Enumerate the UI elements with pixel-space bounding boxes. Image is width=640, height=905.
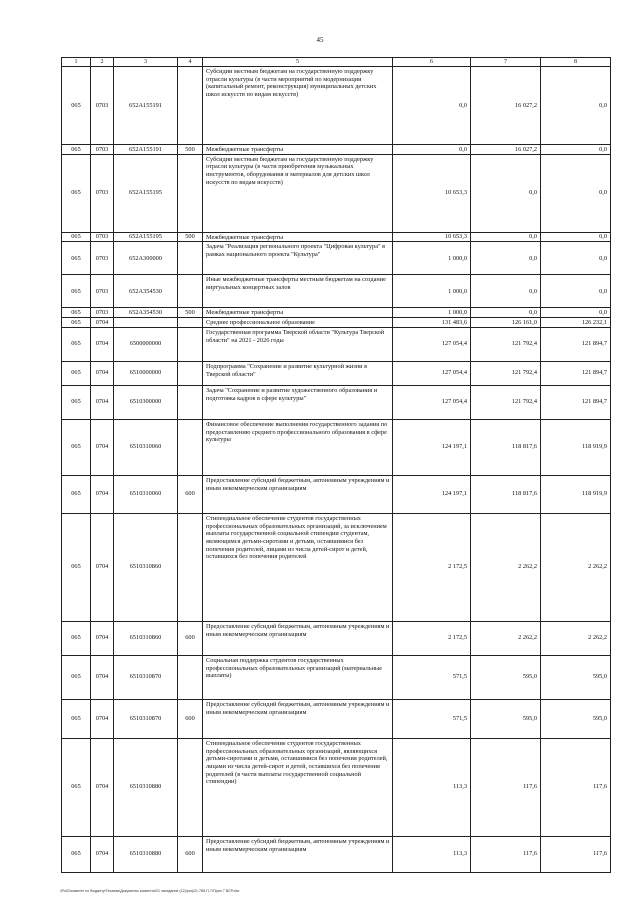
amount-year2-cell: 121 792,4	[471, 385, 541, 419]
amount-year1-cell: 124 197,1	[393, 475, 471, 513]
description-cell: Предоставление субсидий бюджетным, автономным учреждениям и иным некоммерческим организациям	[203, 836, 393, 872]
expense-type-cell	[178, 419, 203, 475]
target-article-cell: 652А155191	[114, 145, 178, 155]
amount-year2-cell: 595,0	[471, 699, 541, 738]
amount-year1-cell: 0,0	[393, 145, 471, 155]
table-row	[62, 318, 611, 328]
file-path-footer: \\Fs02\комитет по бюджету\Тесаева\Документы комитета\21 заседание (12)\proj\21-785-П-7\Прил 7 ВСР.xlsx	[60, 889, 240, 893]
description-cell: Подпрограмма "Сохранение и развитие культурной жизни в Тверской области"	[203, 361, 393, 385]
amount-year3-cell: 121 894,7	[541, 361, 611, 385]
amount-year2-cell: 118 817,6	[471, 475, 541, 513]
amount-year2-cell: 121 792,4	[471, 361, 541, 385]
description-cell: Предоставление субсидий бюджетным, автономным учреждениям и иным некоммерческим организациям	[203, 699, 393, 738]
amount-year2-cell: 595,0	[471, 655, 541, 699]
expense-type-cell	[178, 655, 203, 699]
description-cell: Стипендиальное обеспечение студентов государственных профессиональных образовательных организаций, за исключением выплаты государственной социальной стипендии студентам, являющимся детьми-сиротами и детьми, оставшимися без попечения родителей, лицами из числа детей-сирот и детей, оставшихся без попечения родителей	[203, 513, 393, 621]
amount-year1-cell: 124 197,1	[393, 419, 471, 475]
table-row	[62, 327, 611, 361]
header-col-7: 7	[471, 58, 541, 67]
amount-year3-cell: 2 262,2	[541, 621, 611, 655]
description-cell: Социальная поддержка студентов государственных профессиональных образовательных организаций (материальные выплаты)	[203, 655, 393, 699]
description-cell: Предоставление субсидий бюджетным, автономным учреждениям и иным некоммерческим организациям	[203, 621, 393, 655]
target-article-cell: 6510310880	[114, 836, 178, 872]
target-article-cell: 6510310870	[114, 655, 178, 699]
description-cell: Задача "Реализация регионального проекта "Цифровая культура" в рамках национального проекта "Культура"	[203, 242, 393, 275]
description-cell: Стипендиальное обеспечение студентов государственных профессиональных образовательных организаций, являющихся детьми-сиротами и детьми, оставшимися без попечения родителей, лицами из числа детей-сирот и детей, оставшихся без попечения родителей (в части выплаты государственной социальной стипендии)	[203, 738, 393, 836]
amount-year1-cell: 113,3	[393, 738, 471, 836]
expense-type-cell	[178, 361, 203, 385]
description-cell: Среднее профессиональное образование	[203, 318, 393, 328]
table-row	[62, 385, 611, 419]
amount-year1-cell: 10 653,3	[393, 232, 471, 242]
amount-year3-cell: 0,0	[541, 308, 611, 318]
admin-code-cell: 065	[62, 836, 91, 872]
section-code-cell: 0704	[91, 836, 114, 872]
section-code-cell: 0704	[91, 699, 114, 738]
admin-code-cell: 065	[62, 513, 91, 621]
target-article-cell	[114, 318, 178, 328]
description-cell: Предоставление субсидий бюджетным, автономным учреждениям и иным некоммерческим организациям	[203, 475, 393, 513]
budget-table	[61, 57, 611, 873]
table-row	[62, 655, 611, 699]
section-code-cell: 0704	[91, 655, 114, 699]
section-code-cell: 0703	[91, 232, 114, 242]
description-cell: Задача "Сохранение и развитие художественного образования и подготовка кадров в сфере культуры"	[203, 385, 393, 419]
amount-year3-cell: 117,6	[541, 836, 611, 872]
expense-type-cell	[178, 275, 203, 308]
table-row	[62, 67, 611, 145]
amount-year3-cell: 121 894,7	[541, 385, 611, 419]
amount-year1-cell: 571,5	[393, 655, 471, 699]
target-article-cell: 652А300000	[114, 242, 178, 275]
table-row	[62, 145, 611, 155]
header-col-4: 4	[178, 58, 203, 67]
amount-year3-cell: 0,0	[541, 154, 611, 232]
table-row	[62, 242, 611, 275]
header-col-2: 2	[91, 58, 114, 67]
description-cell: Государственная программа Тверской области "Культура Тверской области" на 2021 - 2026 годы	[203, 327, 393, 361]
table-row	[62, 419, 611, 475]
target-article-cell: 6510310880	[114, 738, 178, 836]
description-cell: Финансовое обеспечение выполнения государственного задания по предоставлению среднего профессионального образования в сфере культуры	[203, 419, 393, 475]
amount-year3-cell: 595,0	[541, 655, 611, 699]
target-article-cell: 652А155195	[114, 232, 178, 242]
amount-year3-cell: 117,6	[541, 738, 611, 836]
table-row	[62, 513, 611, 621]
amount-year2-cell: 2 262,2	[471, 513, 541, 621]
description-cell: Субсидии местным бюджетам на государственную поддержку отрасли культуры (в части приобретения музыкальных инструментов, оборудования и материалов для детских школ искусств по видам искусств)	[203, 154, 393, 232]
amount-year2-cell: 126 161,0	[471, 318, 541, 328]
expense-type-cell	[178, 242, 203, 275]
amount-year1-cell: 1 000,0	[393, 275, 471, 308]
amount-year1-cell: 127 054,4	[393, 327, 471, 361]
amount-year2-cell: 2 262,2	[471, 621, 541, 655]
admin-code-cell: 065	[62, 327, 91, 361]
amount-year2-cell: 0,0	[471, 275, 541, 308]
page-number: 45	[316, 36, 324, 44]
admin-code-cell: 065	[62, 275, 91, 308]
amount-year3-cell: 0,0	[541, 67, 611, 145]
section-code-cell: 0703	[91, 67, 114, 145]
expense-type-cell	[178, 385, 203, 419]
amount-year1-cell: 2 172,5	[393, 513, 471, 621]
header-col-5: 5	[203, 58, 393, 67]
target-article-cell: 6500000000	[114, 327, 178, 361]
expense-type-cell: 500	[178, 232, 203, 242]
target-article-cell: 6510310060	[114, 475, 178, 513]
section-code-cell: 0703	[91, 242, 114, 275]
target-article-cell: 652А354530	[114, 308, 178, 318]
amount-year2-cell: 117,6	[471, 738, 541, 836]
amount-year1-cell: 1 000,0	[393, 308, 471, 318]
admin-code-cell: 065	[62, 419, 91, 475]
amount-year2-cell: 117,6	[471, 836, 541, 872]
expense-type-cell: 500	[178, 145, 203, 155]
expense-type-cell	[178, 67, 203, 145]
amount-year3-cell: 0,0	[541, 232, 611, 242]
expense-type-cell	[178, 738, 203, 836]
table-row	[62, 154, 611, 232]
budget-table-container	[61, 57, 610, 873]
admin-code-cell: 065	[62, 145, 91, 155]
amount-year3-cell: 126 232,1	[541, 318, 611, 328]
expense-type-cell: 600	[178, 699, 203, 738]
target-article-cell: 6510310860	[114, 621, 178, 655]
amount-year2-cell: 0,0	[471, 242, 541, 275]
amount-year2-cell: 16 027,2	[471, 67, 541, 145]
amount-year3-cell: 118 919,9	[541, 419, 611, 475]
section-code-cell: 0704	[91, 327, 114, 361]
amount-year1-cell: 113,3	[393, 836, 471, 872]
admin-code-cell: 065	[62, 621, 91, 655]
expense-type-cell	[178, 327, 203, 361]
amount-year1-cell: 127 054,4	[393, 385, 471, 419]
section-code-cell: 0703	[91, 154, 114, 232]
section-code-cell: 0704	[91, 621, 114, 655]
amount-year3-cell: 121 894,7	[541, 327, 611, 361]
amount-year3-cell: 0,0	[541, 242, 611, 275]
target-article-cell: 6510000000	[114, 361, 178, 385]
section-code-cell: 0704	[91, 513, 114, 621]
table-row	[62, 361, 611, 385]
table-row	[62, 475, 611, 513]
expense-type-cell	[178, 513, 203, 621]
table-row	[62, 232, 611, 242]
target-article-cell: 6510300000	[114, 385, 178, 419]
description-cell: Иные межбюджетные трансферты местным бюджетам на создание виртуальных концертных залов	[203, 275, 393, 308]
header-col-6: 6	[393, 58, 471, 67]
amount-year3-cell: 0,0	[541, 275, 611, 308]
header-col-1: 1	[62, 58, 91, 67]
admin-code-cell: 065	[62, 655, 91, 699]
table-row	[62, 836, 611, 872]
amount-year2-cell: 0,0	[471, 232, 541, 242]
admin-code-cell: 065	[62, 361, 91, 385]
expense-type-cell: 600	[178, 475, 203, 513]
section-code-cell: 0703	[91, 275, 114, 308]
amount-year3-cell: 118 919,9	[541, 475, 611, 513]
amount-year2-cell: 0,0	[471, 308, 541, 318]
table-row	[62, 738, 611, 836]
amount-year1-cell: 1 000,0	[393, 242, 471, 275]
amount-year1-cell: 0,0	[393, 67, 471, 145]
admin-code-cell: 065	[62, 242, 91, 275]
admin-code-cell: 065	[62, 232, 91, 242]
table-row	[62, 275, 611, 308]
admin-code-cell: 065	[62, 67, 91, 145]
section-code-cell: 0703	[91, 308, 114, 318]
target-article-cell: 652А155195	[114, 154, 178, 232]
amount-year3-cell: 2 262,2	[541, 513, 611, 621]
admin-code-cell: 065	[62, 308, 91, 318]
target-article-cell: 6510310860	[114, 513, 178, 621]
table-row	[62, 699, 611, 738]
expense-type-cell	[178, 318, 203, 328]
expense-type-cell: 500	[178, 308, 203, 318]
header-col-8: 8	[541, 58, 611, 67]
expense-type-cell: 600	[178, 836, 203, 872]
section-code-cell: 0703	[91, 145, 114, 155]
amount-year2-cell: 118 817,6	[471, 419, 541, 475]
table-header-row	[62, 58, 611, 67]
target-article-cell: 6510310060	[114, 419, 178, 475]
amount-year3-cell: 0,0	[541, 145, 611, 155]
description-cell: Межбюджетные трансферты	[203, 308, 393, 318]
target-article-cell: 652А155191	[114, 67, 178, 145]
amount-year1-cell: 131 483,6	[393, 318, 471, 328]
admin-code-cell: 065	[62, 154, 91, 232]
target-article-cell: 6510310870	[114, 699, 178, 738]
header-col-3: 3	[114, 58, 178, 67]
section-code-cell: 0704	[91, 318, 114, 328]
amount-year1-cell: 10 653,3	[393, 154, 471, 232]
section-code-cell: 0704	[91, 361, 114, 385]
section-code-cell: 0704	[91, 385, 114, 419]
target-article-cell: 652А354530	[114, 275, 178, 308]
admin-code-cell: 065	[62, 699, 91, 738]
amount-year2-cell: 0,0	[471, 154, 541, 232]
section-code-cell: 0704	[91, 475, 114, 513]
section-code-cell: 0704	[91, 419, 114, 475]
admin-code-cell: 065	[62, 738, 91, 836]
expense-type-cell: 600	[178, 621, 203, 655]
admin-code-cell: 065	[62, 318, 91, 328]
amount-year1-cell: 2 172,5	[393, 621, 471, 655]
section-code-cell: 0704	[91, 738, 114, 836]
admin-code-cell: 065	[62, 475, 91, 513]
amount-year1-cell: 127 054,4	[393, 361, 471, 385]
amount-year2-cell: 16 027,2	[471, 145, 541, 155]
expense-type-cell	[178, 154, 203, 232]
description-cell: Субсидии местным бюджетам на государственную поддержку отрасли культуры (в части мероприятий по модернизации (капитальный ремонт, реконструкция) муниципальных детских школ искусств по видам искусств)	[203, 67, 393, 145]
amount-year1-cell: 571,5	[393, 699, 471, 738]
table-row	[62, 308, 611, 318]
description-cell: Межбюджетные трансферты	[203, 145, 393, 155]
amount-year2-cell: 121 792,4	[471, 327, 541, 361]
amount-year3-cell: 595,0	[541, 699, 611, 738]
description-cell: Межбюджетные трансферты	[203, 232, 393, 242]
admin-code-cell: 065	[62, 385, 91, 419]
table-row	[62, 621, 611, 655]
